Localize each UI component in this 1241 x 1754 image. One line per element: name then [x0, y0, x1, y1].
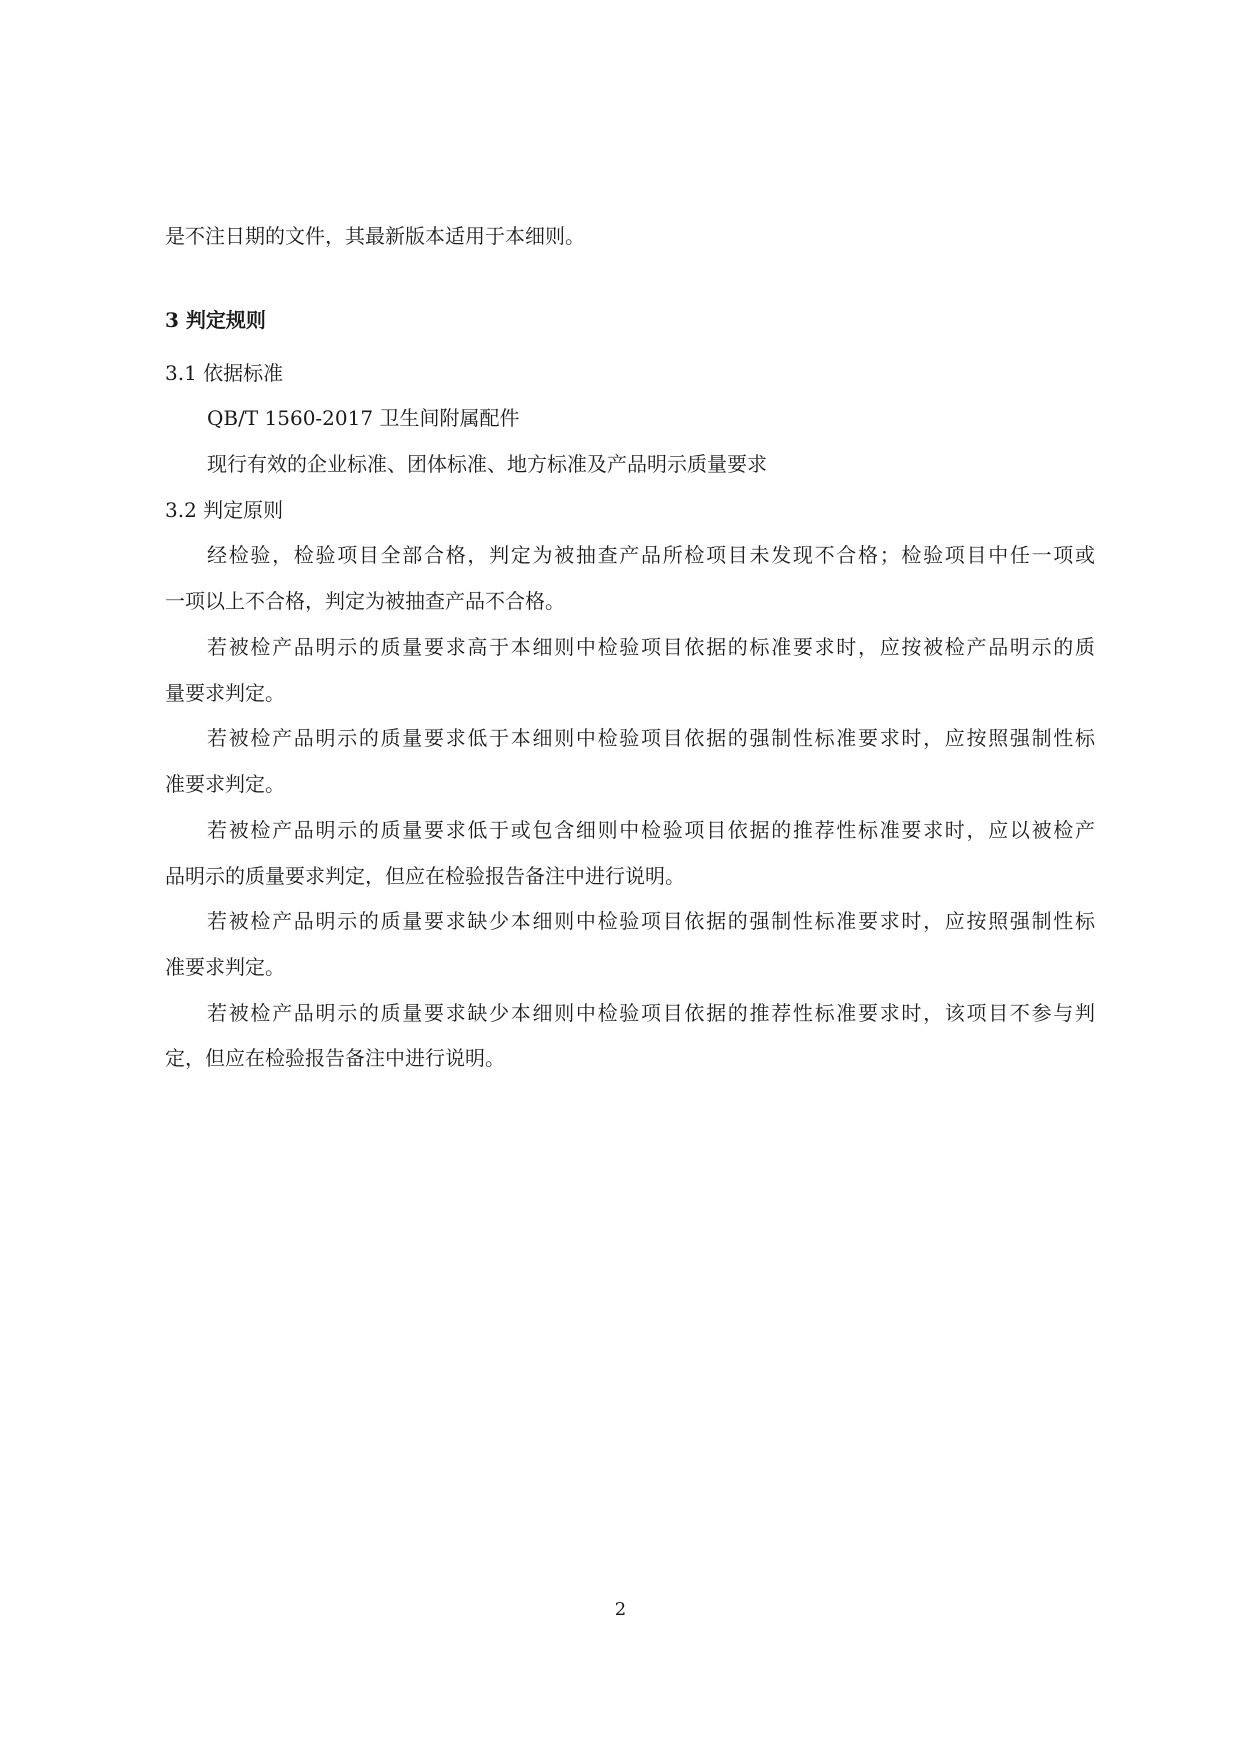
section-3-heading: 3 判定规则 — [165, 308, 266, 332]
principle-paragraph-line: 若被检产品明示的质量要求缺少本细则中检验项目依据的强制性标准要求时，应按照强制性标 — [207, 909, 1095, 933]
principle-paragraph-line: 准要求判定。 — [165, 955, 285, 979]
section-3-2-heading: 3.2 判定原则 — [165, 498, 284, 522]
principle-paragraph-line: 一项以上不合格，判定为被抽查产品不合格。 — [165, 589, 565, 613]
section-3-1-heading: 3.1 依据标准 — [165, 361, 284, 385]
principle-paragraph-line: 定，但应在检验报告备注中进行说明。 — [165, 1046, 505, 1070]
principle-paragraph-line: 若被检产品明示的质量要求低于或包含细则中检验项目依据的推荐性标准要求时，应以被检产 — [207, 818, 1095, 842]
principle-paragraph-line: 量要求判定。 — [165, 681, 285, 705]
standard-item: 现行有效的企业标准、团体标准、地方标准及产品明示质量要求 — [207, 452, 767, 476]
continuation-text: 是不注日期的文件，其最新版本适用于本细则。 — [165, 224, 585, 248]
standard-item: QB/T 1560-2017 卫生间附属配件 — [207, 406, 520, 430]
principle-paragraph-line: 品明示的质量要求判定，但应在检验报告备注中进行说明。 — [165, 864, 685, 888]
principle-paragraph-line: 若被检产品明示的质量要求高于本细则中检验项目依据的标准要求时，应按被检产品明示的质 — [207, 635, 1095, 659]
page-number: 2 — [614, 1599, 627, 1620]
principle-paragraph-line: 若被检产品明示的质量要求低于本细则中检验项目依据的强制性标准要求时，应按照强制性标 — [207, 726, 1095, 750]
principle-paragraph-line: 准要求判定。 — [165, 772, 285, 796]
principle-paragraph-line: 若被检产品明示的质量要求缺少本细则中检验项目依据的推荐性标准要求时，该项目不参与判 — [207, 1001, 1095, 1025]
principle-paragraph-line: 经检验，检验项目全部合格，判定为被抽查产品所检项目未发现不合格；检验项目中任一项或 — [207, 543, 1095, 567]
